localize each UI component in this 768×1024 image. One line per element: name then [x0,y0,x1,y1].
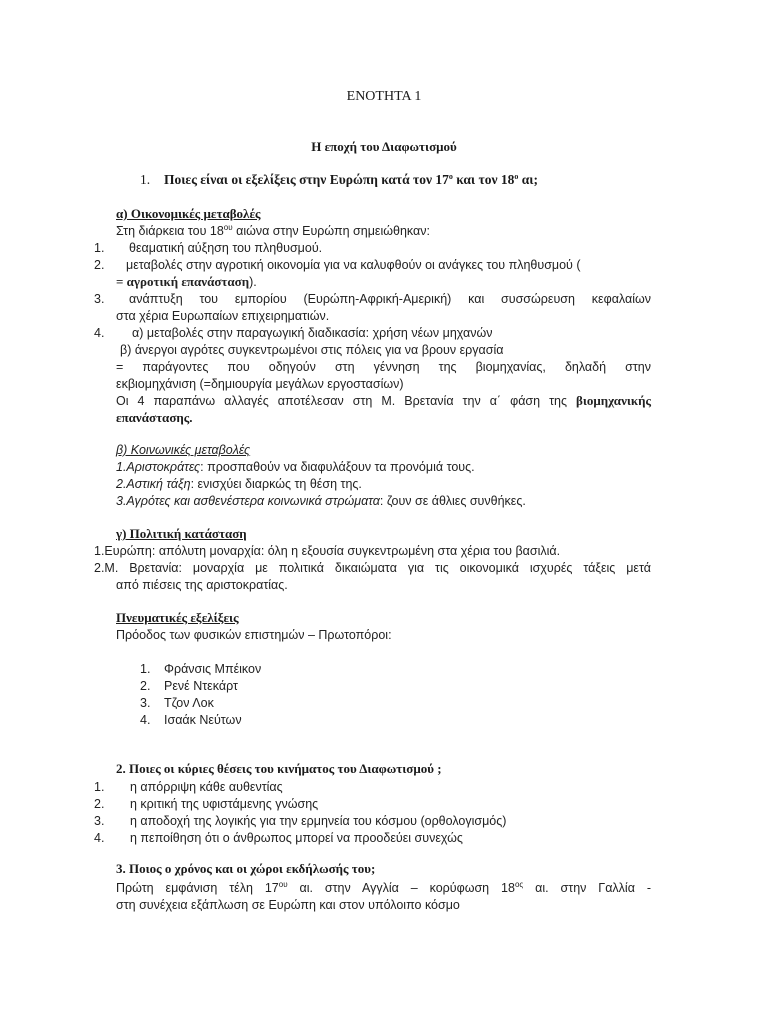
question-1-heading: Ποιες είναι οι εξελίξεις στην Ευρώπη κατά τον $17^o$ και τον $18^o$ αι; [164,172,538,187]
question-3-heading: 3. Ποιος ο χρόνος και οι χώροι εκδήλωσής του; [116,861,376,876]
list-item: Φράνσις Μπέικον [164,662,262,676]
factors-line-2: εκβιομηχάνιση (=δημιουργία μεγάλων εργοστασίων) [116,377,404,391]
list-item: μεταβολές στην αγροτική οικονομία για να καλυφθούν οι ανάγκες του πληθυσμού ( [126,258,581,272]
unit-title: ΕΝΟΤΗΤΑ 1 [346,89,422,104]
list-item-number: 2. [140,679,151,693]
list-item-continuation: = αγροτική επανάσταση). [116,274,257,289]
list-item: η κριτική της υφιστάμενης γνώσης [130,797,319,811]
section-b-heading: β) Κοινωνικές μεταβολές [116,443,251,457]
list-item: η αποδοχή της λογικής για την ερμηνεία του κόσμου (ορθολογισμός) [130,814,507,828]
list-item: ανάπτυξη του εμπορίου (Ευρώπη-Αφρική-Αμερική) και συσσώρευση κεφαλαίων [129,292,651,306]
list-item: 3.Αγρότες και ασθενέστερα κοινωνικά στρώματα: ζουν σε άθλιες συνθήκες. [116,494,526,508]
section-c-heading: γ) Πολιτική κατάσταση [116,526,247,541]
list-item-number: 4. [140,713,151,727]
section-a-heading: α) Οικονομικές μεταβολές [116,206,261,221]
list-item-number: 1. [94,241,105,255]
list-item: 2.Αστική τάξη: ενισχύει διαρκώς τη θέση της. [116,477,362,491]
list-item: 2.Μ. Βρετανία: μοναρχία με πολιτικά δικαιώματα για τις οικονομικά ισχυρές τάξεις μετά [94,561,651,575]
list-item-number: 2. [94,258,105,272]
question-2-heading: 2. Ποιες οι κύριες θέσεις του κινήματος του Διαφωτισμού ; [116,761,442,776]
answer-line: Πρώτη εμφάνιση τέλη $17^{o\upsilon}$ αι. στην Αγγλία – κορύφωση $18^{o\varsigma}$ αι. στην Γαλλία - [116,880,651,895]
list-item: α) μεταβολές στην παραγωγική διαδικασία: χρήση νέων μηχανών [132,326,493,340]
list-item: η πεποίθηση ότι ο άνθρωπος μπορεί να προοδεύει συνεχώς [130,831,463,845]
answer-line-2: στη συνέχεια εξάπλωση σε Ευρώπη και στον υπόλοιπο κόσμο [116,898,460,912]
list-item-continuation: από πιέσεις της αριστοκρατίας. [116,578,288,592]
list-item-number: 1. [140,662,151,676]
list-item-number: 3. [140,696,151,710]
page-subtitle: Η εποχή του Διαφωτισμού [311,139,457,154]
list-item-number: 4. [94,326,105,340]
list-item: 1.Αριστοκράτες: προσπαθούν να διαφυλάξουν τα προνόμιά τους. [116,460,475,474]
factors-line: = παράγοντες που οδηγούν στη γέννηση της βιομηχανίας, δηλαδή στην [116,360,651,374]
list-item: Ρενέ Ντεκάρτ [164,679,238,693]
list-item-number: 4. [94,831,105,845]
section-a-intro: Στη διάρκεια του $18^{o\upsilon}$ αιώνα στην Ευρώπη σημειώθηκαν: [116,223,430,238]
list-item: θεαματική αύξηση του πληθυσμού. [129,241,323,255]
list-item-number: 2. [94,797,105,811]
list-item: η απόρριψη κάθε αυθεντίας [130,780,283,794]
summary-line: Οι 4 παραπάνω αλλαγές αποτέλεσαν στη Μ. Βρετανία την α΄ φάση της βιομηχανικής [116,393,651,408]
section-d-heading: Πνευματικές εξελίξεις [116,610,239,625]
section-d-intro: Πρόοδος των φυσικών επιστημών – Πρωτοπόροι: [116,628,392,642]
summary-line-2: επανάστασης. [116,410,193,425]
sub-item-b: β) άνεργοι αγρότες συγκεντρωμένοι στις πόλεις για να βρουν εργασία [120,343,504,357]
question-1-number: 1. [140,172,151,187]
list-item-number: 1. [94,780,105,794]
list-item-continuation: στα χέρια Ευρωπαίων επιχειρηματιών. [116,309,330,323]
list-item: Ισαάκ Νεύτων [164,713,242,727]
list-item: 1.Ευρώπη: απόλυτη μοναρχία: όλη η εξουσία συγκεντρωμένη στα χέρια του βασιλιά. [94,544,561,558]
list-item-number: 3. [94,814,105,828]
list-item-number: 3. [94,292,105,306]
list-item: Τζον Λοκ [164,696,214,710]
